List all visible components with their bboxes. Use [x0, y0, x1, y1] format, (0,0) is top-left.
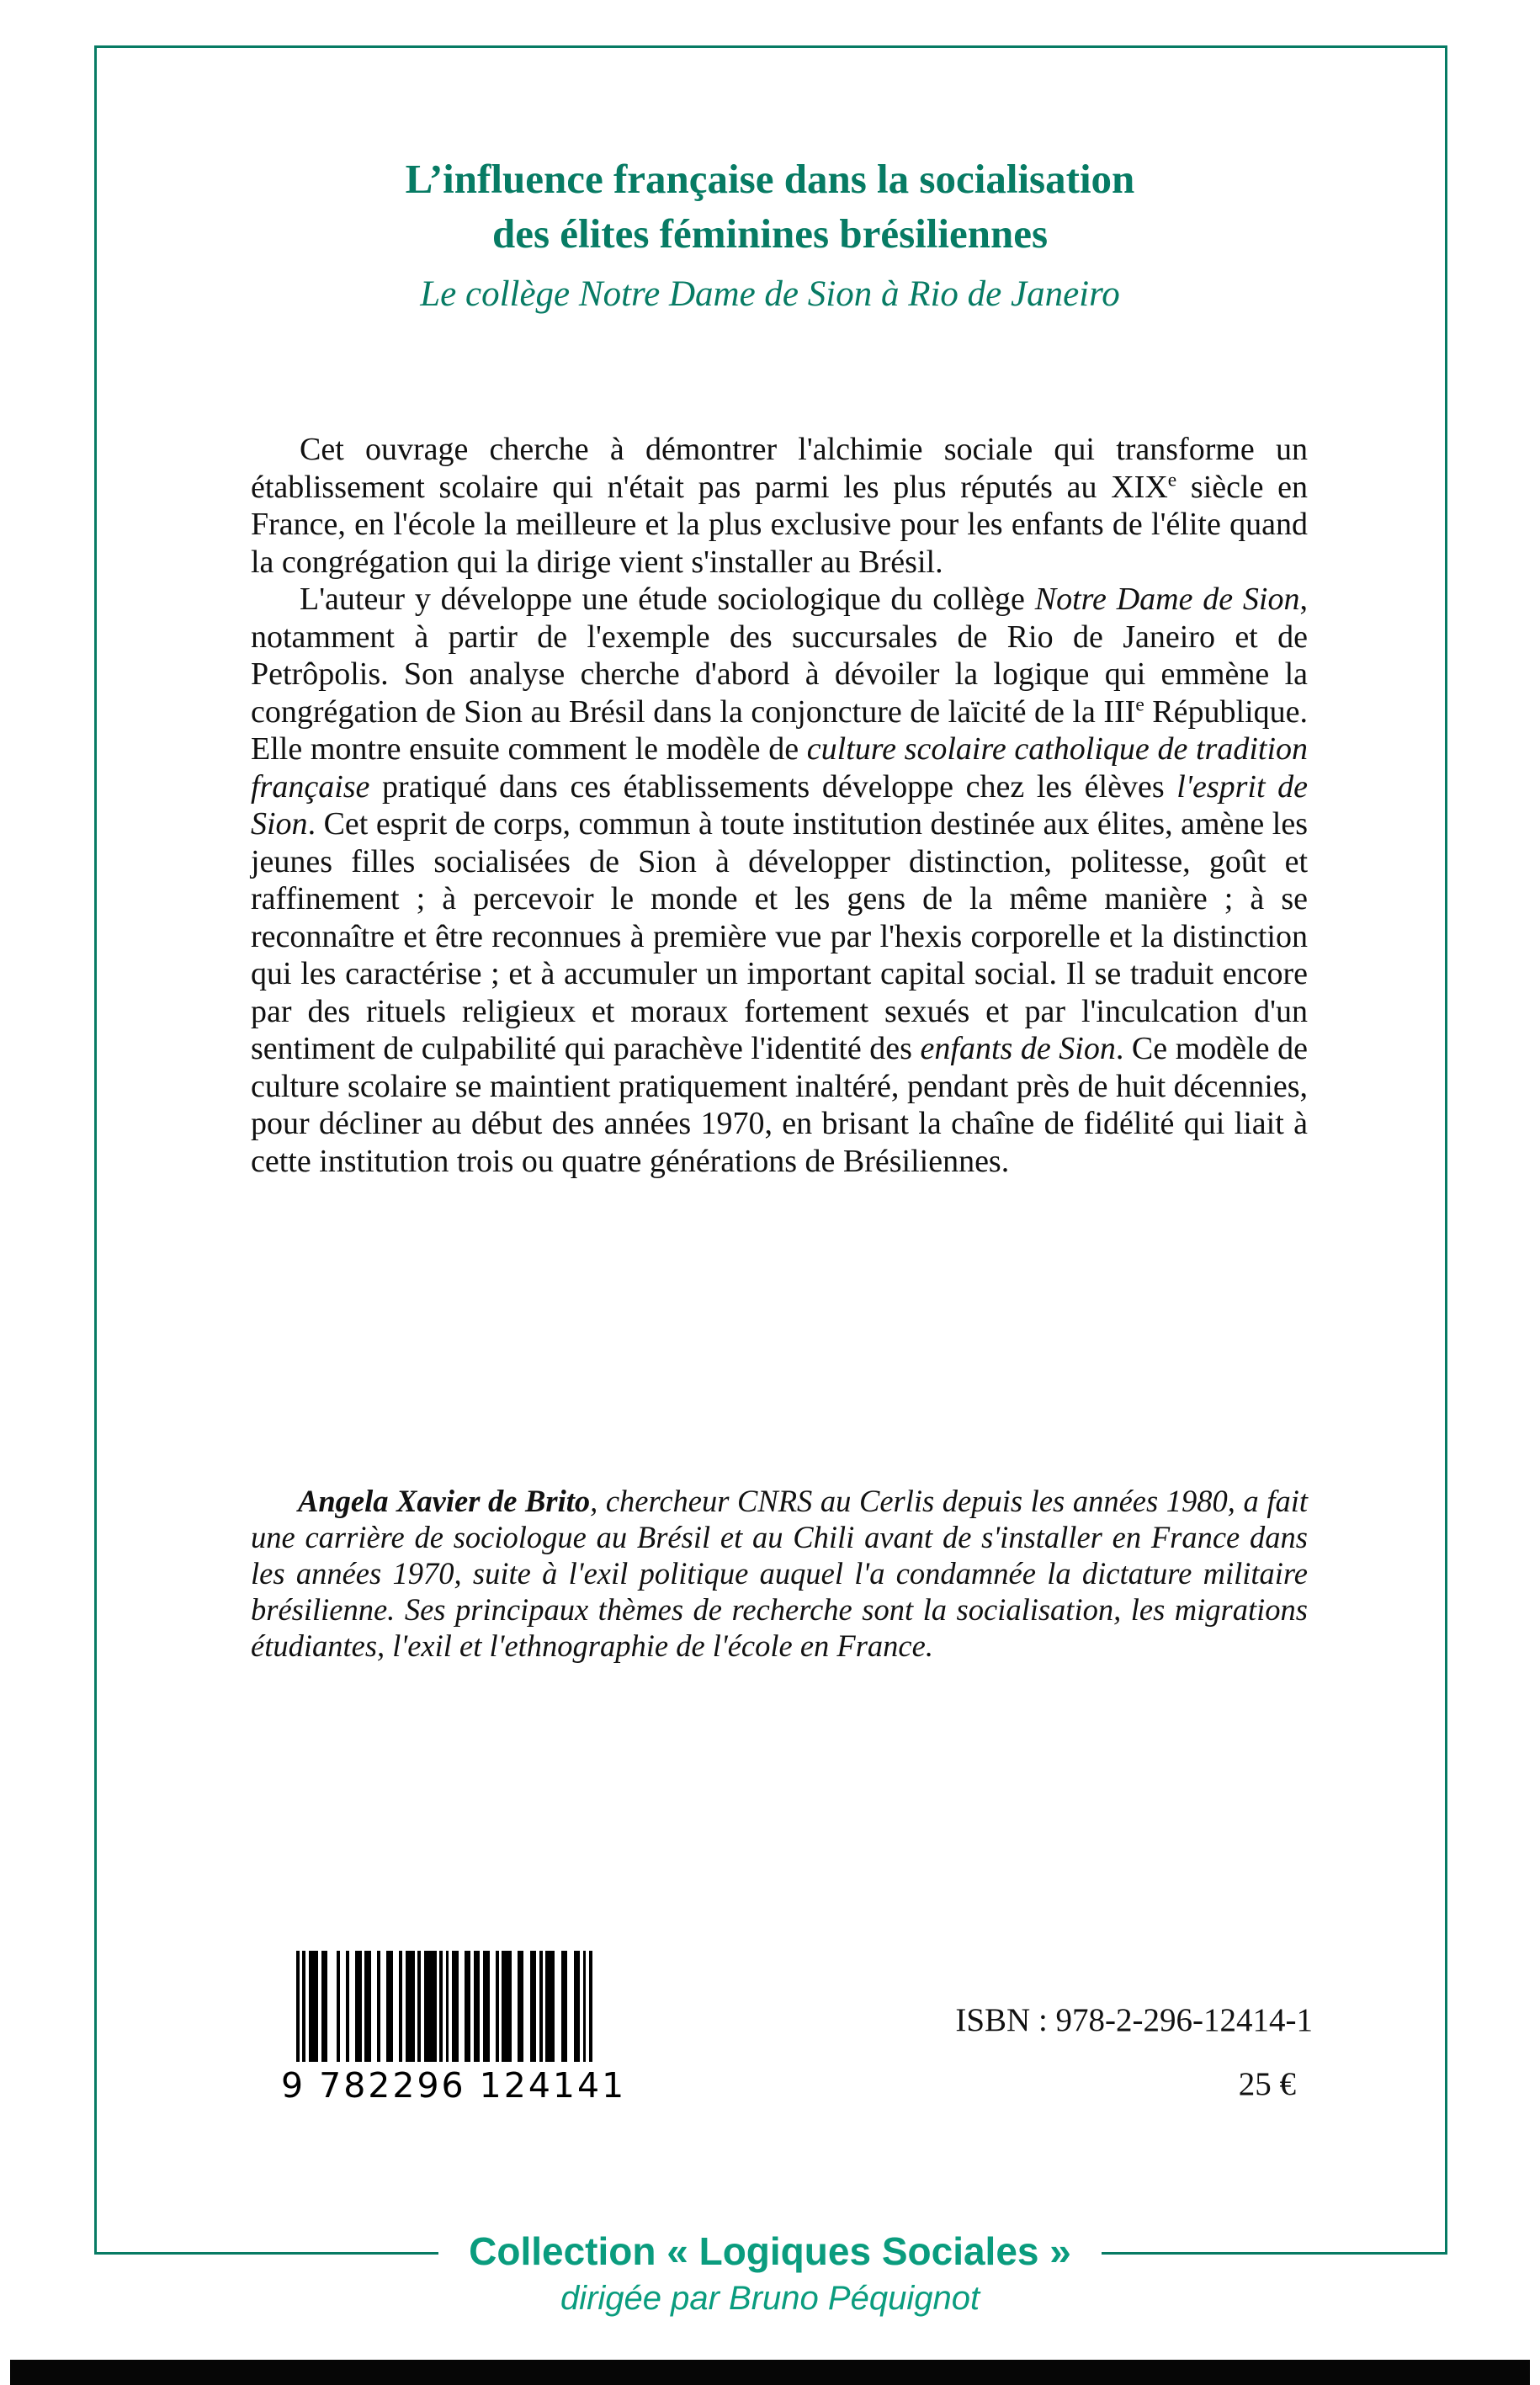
book-title-line1: L’influence française dans la socialisation — [405, 156, 1135, 202]
price-text: 25 € — [1238, 2066, 1296, 2102]
title-block — [0, 151, 1540, 316]
book-title-line2: des élites féminines brésiliennes — [491, 210, 1049, 257]
isbn-block — [926, 2001, 1313, 2104]
scan-edge-bar — [10, 2360, 1530, 2385]
collection-title: Collection « Logiques Sociales » — [438, 2227, 1102, 2276]
collection-row — [0, 2227, 1540, 2276]
synopsis-paragraph-2: L'auteur y développe une étude sociologique du collège Notre Dame de Sion, notamment à partir de l'exemple des succursales de Rio de Janeiro et de Petrôpolis. Son analyse cherche d'abord à dévoiler la logique qui emmène la congrégation de Sion au Brésil dans la conjoncture de laïcité de la IIIe République. Elle montre ensuite comment le modèle de culture scolaire catholique de tradition française pratiqué dans ces établissements développe chez les élèves l'esprit de Sion. Cet esprit de corps, commun à toute institution destinée aux élites, amène les jeunes filles socialisées de Sion à développer distinction, politesse, goût et raffinement ; à percevoir le monde et les gens de la même manière ; à se reconnaître et être reconnues à première vue par l'hexis corporelle et la distinction qui les caractérise ; et à accumuler un important capital social. Il se traduit encore par des rituels religieux et moraux fortement sexués et par l'inculcation d'un sentiment de culpabilité qui parachève l'identité des enfants de Sion. Ce modèle de culture scolaire se maintient pratiquement inaltéré, pendant près de huit décennies, pour décliner au début des années 1970, en brisant la chaîne de fidélité qui liait à cette institution trois ou quatre générations de Brésiliennes. — [251, 582, 1309, 1179]
synopsis-paragraph-1: Cet ouvrage cherche à démontrer l'alchimie sociale qui transforme un établissement scolaire qui n'était pas parmi les plus réputés au XIXe siècle en France, en l'école la meilleure et la plus exclusive pour les enfants de l'élite quand la congrégation qui la dirige vient s'installer au Brésil. — [251, 432, 1309, 580]
barcode-digits: 9 782296 124141 — [281, 2065, 627, 2106]
isbn-text: ISBN : 978-2-296-12414-1 — [955, 2002, 1313, 2038]
author-bio: Angela Xavier de Brito, chercheur CNRS au Cerlis depuis les années 1980, a fait une carrière de sociologue au Brésil et au Chili avant de s'installer en France dans les années 1970, suite à l'exil politique auquel l'a condamnée la dictature militaire brésilienne. Ses principaux thèmes de recherche sont la socialisation, les migrations étudiantes, l'exil et l'ethnographie de l'école en France. — [251, 1484, 1309, 1663]
barcode — [296, 1951, 592, 2062]
collection-director: dirigée par Bruno Péquignot — [560, 2280, 980, 2317]
synopsis — [251, 431, 1308, 1180]
barcode-block — [281, 1951, 627, 2106]
book-subtitle: Le collège Notre Dame de Sion à Rio de Janeiro — [420, 274, 1120, 314]
